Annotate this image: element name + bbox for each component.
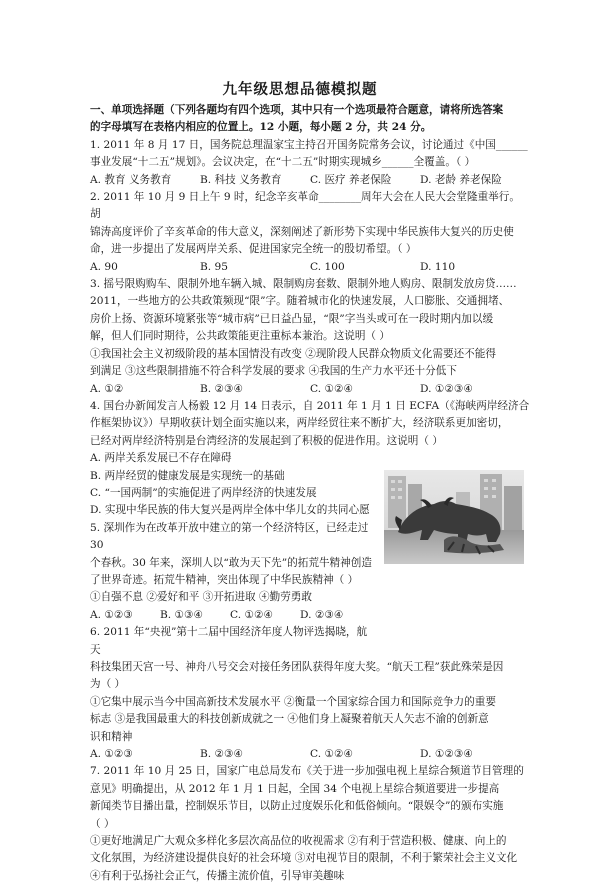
q3-statement: 到满足 ③这些限制措施不符合科学发展的要求 ④我国的生产力水平还十分低下 [90,365,457,378]
option-b: B. ①③④ [160,608,204,621]
section-heading-cont: 的字母填写在表格内相应的位置上。12 小题，每小题 2 分，共 24 分。 [90,121,432,134]
option-b: B. 95 [200,260,228,273]
q6-line: 为（ ） [90,678,126,691]
option-a: A. 教育 义务教育 [90,173,172,186]
option-a: A. ①② [90,382,124,395]
option-a: A. 90 [90,260,118,273]
q4-option-b: B. 两岸经贸的健康发展是实现统一的基础 [90,469,285,482]
q3-line: 房价上扬、资源环境紧张等“城市病”已日益凸显，“限”字当头或可在一段时期内加以缓 [90,312,494,325]
option-d: D. ②③④ [300,608,344,621]
page-title: 九年级思想品德模拟题 [222,82,378,98]
q6-line: 6. 2011 年“央视”第十二届中国经济年度人物评选揭晓，航天 [90,626,368,656]
option-c: C. ①②④ [230,608,273,621]
q5-line: 5. 深圳作为在改革开放中建立的第一个经济特区，已经走过 30 [90,521,369,552]
q6-statement: 标志 ③是我国最重大的科技创新成就之一 ④他们身上凝聚着航天人矢志不渝的创新意 [90,713,489,726]
q2-line: 命，进一步提出了发展两岸关系、促进国家完全统一的殷切希望。（ ） [90,243,417,256]
q5-line: 个春秋。30 年来，深圳人以“敢为天下先”的拓荒牛精神创造 [90,556,372,569]
option-d: D. 110 [420,260,456,273]
option-b: B. 科技 义务教育 [200,173,282,186]
q3-line: 解，但人们同时期待，公共政策能更注重标本兼治。这说明（ ） [90,330,390,343]
q3-options [90,381,530,398]
option-a: A. ①②③ [90,608,133,621]
q6-statement: ①它集中展示当今中国高新技术发展水平 ②衡量一个国家综合国力和国际竞争力的重要 [90,695,496,708]
option-a: A. ①②③ [90,748,133,761]
option-c: C. ①②④ [310,382,353,395]
q3-statement: ①我国社会主义初级阶段的基本国情没有改变 ②现阶段人民群众物质文化需要还不能得 [90,347,496,360]
q4-option-c: C. “一国两制”的实施促进了两岸经济的快速发展 [90,486,317,499]
q4-option-a: A. 两岸关系发展已不存在障碍 [90,452,232,465]
q1-line: 1. 2011 年 8 月 17 日，国务院总理温家宝主持召开国务院常务会议，讨论通过《中国______ [90,138,528,151]
q1-line: 事业发展“十二五”规划》。会议决定，在“十二五”时期实现城乡______全覆盖。（ ） [90,156,476,169]
option-d: D. ①②③④ [420,748,473,761]
section-heading: 一、单项选择题（下列各题均有四个选项，其中只有一个选项最符合题意，请将所选答案 [90,104,504,116]
option-d: D. ①②③④ [420,382,473,395]
option-c: C. 医疗 养老保险 [310,173,392,186]
option-c: C. 100 [310,260,345,273]
q3-line: 3. 摇号限购购车、限制外地车辆入城、限制购房套数、限制外地人购房、限制发放房贷…… [90,278,517,291]
option-b: B. ②③④ [200,748,244,761]
q7-statement: ①更好地满足广大观众多样化多层次高品位的收视需求 ②有利于营造积极、健康、向上的 [90,835,507,848]
q7-line: （ ） [90,817,115,830]
option-d: D. 老龄 养老保险 [420,173,502,186]
q6-statement: 识和精神 [90,730,133,743]
q4-line: 4. 国台办新闻发言人杨毅 12 月 14 日表示，自 2011 年 1 月 1 日 ECFA（《海峡两岸经济合 [90,399,530,412]
q7-line: 新闻类节目播出量，控制娱乐节目，以防止过度娱乐化和低俗倾向。“限娱令”的颁布实施 [90,800,504,813]
bull-sculpture-photo [384,470,524,564]
q7-line: 意见》明确提出，从 2012 年 1 月 1 日起，全国 34 个电视上星综合频道要进一步提高 [90,782,500,795]
q1-options [90,172,530,189]
bull-sculpture-image [384,470,524,564]
q2-line: 锦涛高度评价了辛亥革命的伟大意义，深刻阐述了新形势下实现中华民族伟大复兴的历史使 [90,225,514,238]
q6-line: 科技集团天宫一号、神舟八号交会对接任务团队获得年度大奖。“航天工程”获此殊荣是因 [90,661,504,673]
q3-line: 2011，一些地方的公共政策频现“限”字。随着城市化的快速发展，人口膨胀、交通拥堵、 [90,295,510,308]
q7-statement: 文化氛围，为经济建设提供良好的社会环境 ③对电视节目的限制，不利于繁荣社会主义文化 [90,852,518,865]
q4-option-d: D. 实现中华民族的伟大复兴是两岸全体中华儿女的共同心愿 [90,504,370,517]
q5-line: 了世界奇迹。拓荒牛精神，突出体现了中华民族精神（ ） [90,573,359,586]
q4-line: 已经对两岸经济特别是台湾经济的发展起到了积极的促进作用。这说明（ ） [90,434,443,447]
q7-line: 7. 2011 年 10 月 25 日，国家广电总局发布《关于进一步加强电视上星综合频道节目管理的 [90,765,524,778]
q4-line: 作框架协议》）早期收获计划全面实施以来，两岸经贸往来不断扩大，经济联系更加密切， [90,417,509,430]
q6-options [90,746,530,763]
option-b: B. ②③④ [200,382,244,395]
q2-line: 2. 2011 年 10 月 9 日上午 9 时，纪念辛亥革命________周年大会在人民大会堂隆重举行。胡 [90,191,520,221]
option-c: C. ①②④ [310,748,353,761]
q2-options [90,259,530,276]
q5-statement: ①自强不息 ②爱好和平 ③开拓进取 ④勤劳勇敢 [90,591,312,604]
q5-options [90,607,375,624]
q7-statement: ④有利于弘扬社会正气，传播主流价值，引导审美趣味 [90,869,345,882]
